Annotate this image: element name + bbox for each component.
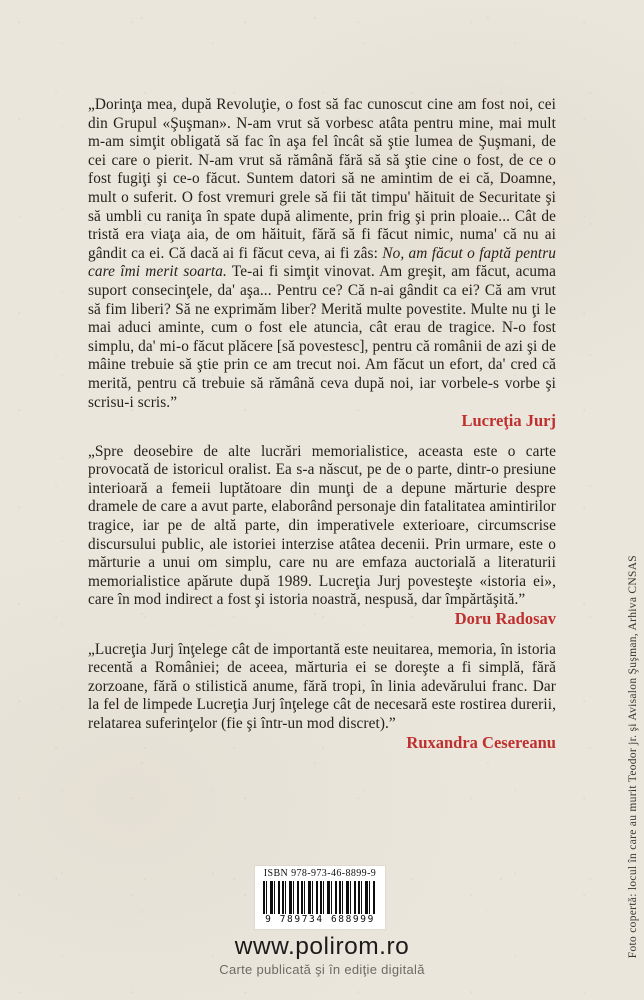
- publisher-website: www.polirom.ro: [234, 933, 410, 960]
- quote-text: „Spre deosebire de alte lucrări memorialistice, aceasta este o carte provocată de istoricul oralist. Ea s-a născut, pe de o parte, dintr-o presiune interioară a femeii luptătoare din munţi de a depune mărturie despre dramele de care a avut parte, elaborând personaje din fatalitatea amintirilor tragice, iar pe de altă parte, din imperativele exterioare, circumscrise discursului public, ale istoriei interzise atâtea decenii. Prin urmare, este o mărturie a unui om simplu, care nu are emfaza auctorială a literaturii memorialistice apărute după 1989. Lucreţia Jurj povesteşte «istoria ei», care în mod indirect a fost şi istoria noastră, nespusă, dar împărtăşită.”: [88, 442, 556, 609]
- quote-attribution: Doru Radosav: [454, 609, 556, 629]
- quote-block: [88, 641, 556, 753]
- quote-block: [88, 443, 556, 629]
- publisher-footer: [0, 933, 644, 978]
- isbn-label: ISBN 978-973-46-8899-9: [263, 868, 377, 879]
- quote-text: „Lucreţia Jurj înţelege cât de importantă este neuitarea, memoria, în istoria recentă a României; de aceea, mărturia ei se doreşte a fi simplă, fără zorzoane, fără o stilistică anume, fără tropi, în linia adevărului franc. Dar la fel de limpede Lucreţia Jurj înţelege cât de necesară este rostirea durerii, relatarea suferinţelor (fie şi într-un mod discret).”: [88, 640, 556, 732]
- isbn-barcode: [255, 866, 385, 929]
- quote-text: „Dorinţa mea, după Revoluţie, o fost să fac cunoscut cine am fost noi, cei din Grupul «Şuşman». N-am vrut să vorbesc atâta pentru mine, mai mult m-am simţit obligată să fac în aşa fel încât să ştie lumea de Şuşmani, de cei care o pierit. N-am vrut să rămână fără să să ştie cine o fost, de ce o fost fugiţi şi ce-o făcut. Suntem datori să ne amintim de ei că, Doamne, mult o suferit. O fost vremuri grele să fii tăt timpu' hăituit de Securitate şi să umbli cu raniţa în spate după alimente, prin frig şi prin ploaie... Cât de tristă era viaţa aia, de om hăituit, fără să fi făcut nimic, numa' că nu ai gândit ca ei. Că dacă ai fi făcut ceva, ai fi zâs: No, am făcut o faptă pentru care îmi merit soarta. Te-ai fi simţit vinovat. Am greşit, am făcut, acuma suport consecinţele, da' aşa... Pentru ce? Că n-ai gândit ca ei? Că am vrut să fim liberi? Să ne exprimăm liber? Merită multe povestite. Multe nu ţi le mai aduci aminte, cum o fost ele atuncia, cât erau de tragice. N-o fost simplu, da' mi-o făcut plăcere [să povestesc], pentru că românii de azi şi de mâine trebuie să ştie prin ce am trecut noi. Am făcut un efort, da' cred că merită, pentru că trebuie să rămână ceva după noi, iar vorbele-s vorbe şi scrisu-i scris.”: [88, 96, 557, 411]
- quote-block: [88, 96, 556, 431]
- digital-edition-note: Carte publicată şi în ediţie digitală: [219, 962, 425, 977]
- quote-attribution: Lucreţia Jurj: [461, 411, 556, 431]
- photo-credit-caption: Foto copertă: locul în care au murit Teodor jr. şi Avisalon Şuşman, Arhiva CNSAS: [627, 554, 639, 958]
- barcode-bars: [263, 881, 377, 915]
- barcode-digits: 9 789734 688999: [255, 914, 385, 925]
- quotes: [88, 96, 556, 764]
- quote-attribution: Ruxandra Cesereanu: [406, 732, 556, 752]
